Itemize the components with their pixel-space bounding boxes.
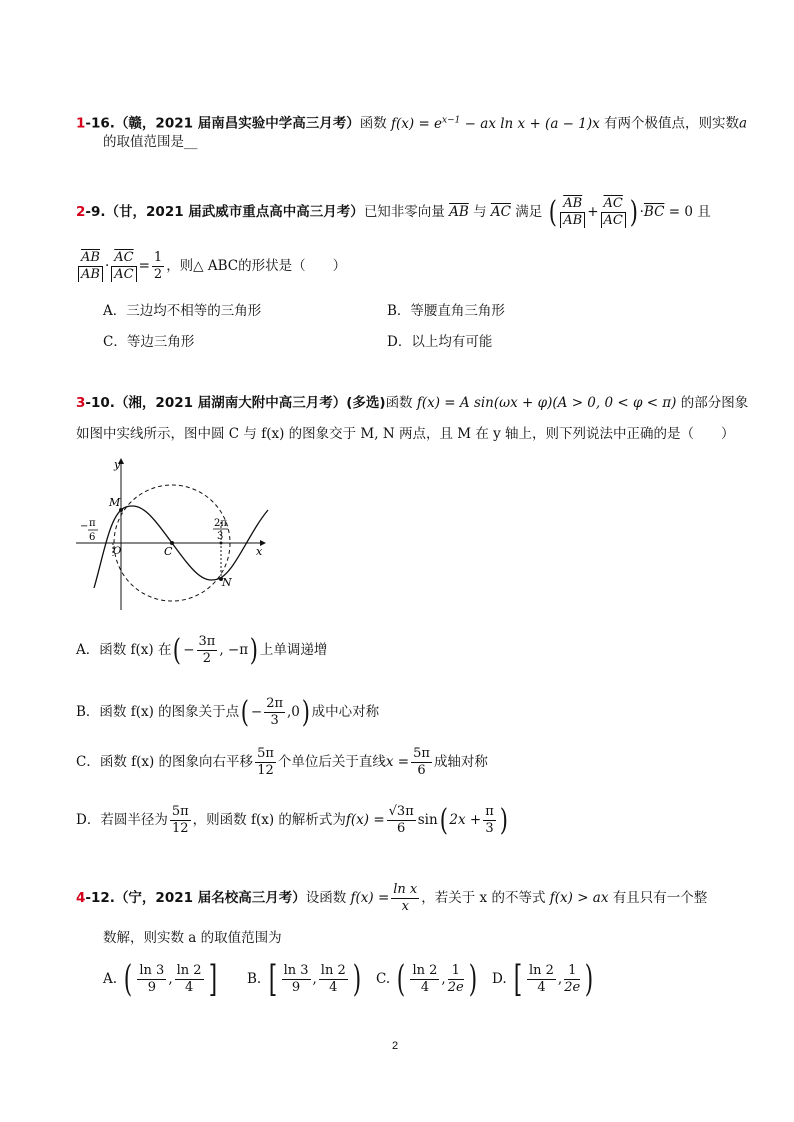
- question-source: （湘，2021 届湖南大附中高三月考）: [114, 395, 347, 411]
- origin-label: O: [113, 546, 122, 557]
- q4-option-a[interactable]: A. ( $\frac{\ln 3}{9}$ , $\frac{\ln 2}{4}$ ]: [103, 958, 217, 1000]
- right-paren: ): [629, 194, 638, 230]
- vector-bc: $\overline{BC}$: [643, 204, 665, 220]
- stem-text: 有且只有一个整: [612, 890, 708, 906]
- question-3-line-1: [76, 393, 748, 413]
- question-source: （赣，2021 届南昌实验中学高三月考）: [114, 115, 360, 132]
- c-label: C: [164, 545, 173, 558]
- stem-text: 函数: [359, 115, 387, 132]
- question-1-line-2: 的取值范围是__: [103, 134, 198, 150]
- multi-select-tag: (多选): [346, 395, 386, 411]
- option-a[interactable]: A．三边均不相等的三角形: [103, 303, 262, 319]
- n-label: N: [222, 576, 232, 589]
- unit-vector-ac: $\frac{\overline{AC}}{AC}$: [601, 196, 626, 229]
- formula: f(x) =: [350, 890, 390, 906]
- neg-pi-den: 6: [89, 532, 96, 543]
- stem-text: 与: [473, 204, 487, 220]
- vector-ac: $\overline{AC}$: [490, 204, 511, 220]
- stem-text: = 0 且: [668, 204, 711, 220]
- y-label: y: [114, 458, 121, 471]
- question-3-line-2: 如图中实线所示，图中圆 C 与 f(x) 的图象交于 M, N 两点，且 M 在 y 轴上，则下列说法中正确的是（ ）: [76, 426, 735, 442]
- question-1-line-1: [76, 110, 747, 134]
- formula: f(x) = A sin(ωx + φ)(A > 0, 0 < φ < π): [416, 395, 677, 411]
- stem-text: 已知非零向量: [363, 204, 445, 220]
- question-sub-number: -10.: [85, 395, 115, 411]
- unit-vector-ac: $\frac{\overline{AC}}{AC}$: [111, 250, 136, 283]
- question-sub-number: -12.: [85, 890, 115, 906]
- stem-text: ，若关于 x 的不等式: [421, 890, 546, 906]
- option-b[interactable]: B．函数 f(x) 的图象关于点( − $\frac{2\pi}{3}$ ,0) 成中心对称: [76, 694, 380, 730]
- option-b[interactable]: B．等腰直角三角形: [387, 303, 505, 319]
- variable: a: [739, 115, 748, 132]
- question-number: 1: [76, 115, 86, 132]
- stem-text: 有两个极值点，则实数: [604, 115, 740, 132]
- question-4-line-2: 数解，则实数 a 的取值范围为: [103, 930, 282, 946]
- stem-text: 的部分图象: [680, 395, 749, 411]
- question-4-line-1: [76, 878, 707, 918]
- stem-text: 函数: [385, 395, 413, 411]
- question-number: 4: [76, 890, 86, 906]
- m-label: M: [109, 496, 121, 509]
- stem-text: ，则△ ABC的形状是（ ）: [166, 258, 347, 274]
- option-c[interactable]: C．等边三角形: [103, 334, 195, 350]
- two-pi-num: 2π: [214, 518, 227, 529]
- x-label: x: [256, 545, 263, 558]
- formula: f(x) > ax: [549, 890, 609, 906]
- fraction-half: $\frac{1}{2}$: [153, 250, 163, 282]
- unit-vector-ab: $\frac{\overline{AB}}{AB}$: [78, 250, 103, 283]
- sine-circle-figure: [76, 454, 276, 614]
- question-source: （甘，2021 届武威市重点高中高三月考）: [105, 204, 364, 220]
- option-d[interactable]: D．以上均有可能: [387, 334, 493, 350]
- question-sub-number: -16.: [85, 115, 115, 132]
- q4-option-c[interactable]: C. ( $\frac{\ln 2}{4}$ , $\frac{1}{2e}$ ): [376, 958, 477, 1000]
- question-number: 3: [76, 395, 86, 411]
- stem-text: 满足: [515, 204, 543, 220]
- two-pi-den: 3: [217, 531, 224, 542]
- vector-ab: $\overline{AB}$: [449, 204, 469, 220]
- stem-text: 设函数: [305, 890, 347, 906]
- page-number: 2: [392, 1040, 399, 1052]
- q4-option-d[interactable]: D. [ $\frac{\ln 2}{4}$ , $\frac{1}{2e}$ ): [492, 958, 594, 1000]
- q4-option-b[interactable]: B. [ $\frac{\ln 3}{9}$ , $\frac{\ln 2}{4}$ ): [247, 958, 361, 1000]
- neg-sign: −: [80, 521, 89, 532]
- question-2-line-1: 2-9.（甘，2021 届武威市重点高中高三月考）已知非零向量 $\overline{AB}$ 与 $\overline{AC}$ 满足 ( $\frac{\overline{AB}}{AB}$ + $\frac{\overline{AC}}{AC}$ ) $\cdot\overline{BC} = 0$ 且: [76, 194, 711, 230]
- left-paren: (: [548, 194, 557, 230]
- question-number: 2: [76, 204, 86, 220]
- neg-pi-num: π: [89, 518, 96, 529]
- question-source: （宁，2021 届名校高三月考）: [114, 890, 306, 906]
- option-d[interactable]: D．若圆半径为 $\frac{5\pi}{12}$ ，则函数 f(x) 的解析式为f(x) = $\frac{√3\pi}{6}$ sin( 2x + $\frac{\pi}{3}$ ): [76, 802, 508, 838]
- option-a[interactable]: A．函数 f(x) 在( − $\frac{3\pi}{2}$ , −π) 上单调递增: [76, 632, 328, 668]
- formula: $f(x) = e^{x-1}$ − ax ln x + (a − 1)x: [391, 115, 600, 132]
- fraction: $\frac{\text{ln x}}{x}$: [393, 882, 418, 914]
- unit-vector-ab: $\frac{\overline{AB}}{AB}$: [560, 196, 585, 229]
- question-sub-number: -9.: [85, 204, 106, 220]
- option-c[interactable]: C．函数 f(x) 的图象向右平移 $\frac{5\pi}{12}$ 个单位后关于直线x = $\frac{5\pi}{6}$ 成轴对称: [76, 746, 488, 778]
- question-2-line-2: $\frac{\overline{AB}}{AB}$ · $\frac{\overline{AC}}{AC}$ = $\frac{1}{2}$ ，则△ ABC的形状是（ ）: [76, 246, 346, 286]
